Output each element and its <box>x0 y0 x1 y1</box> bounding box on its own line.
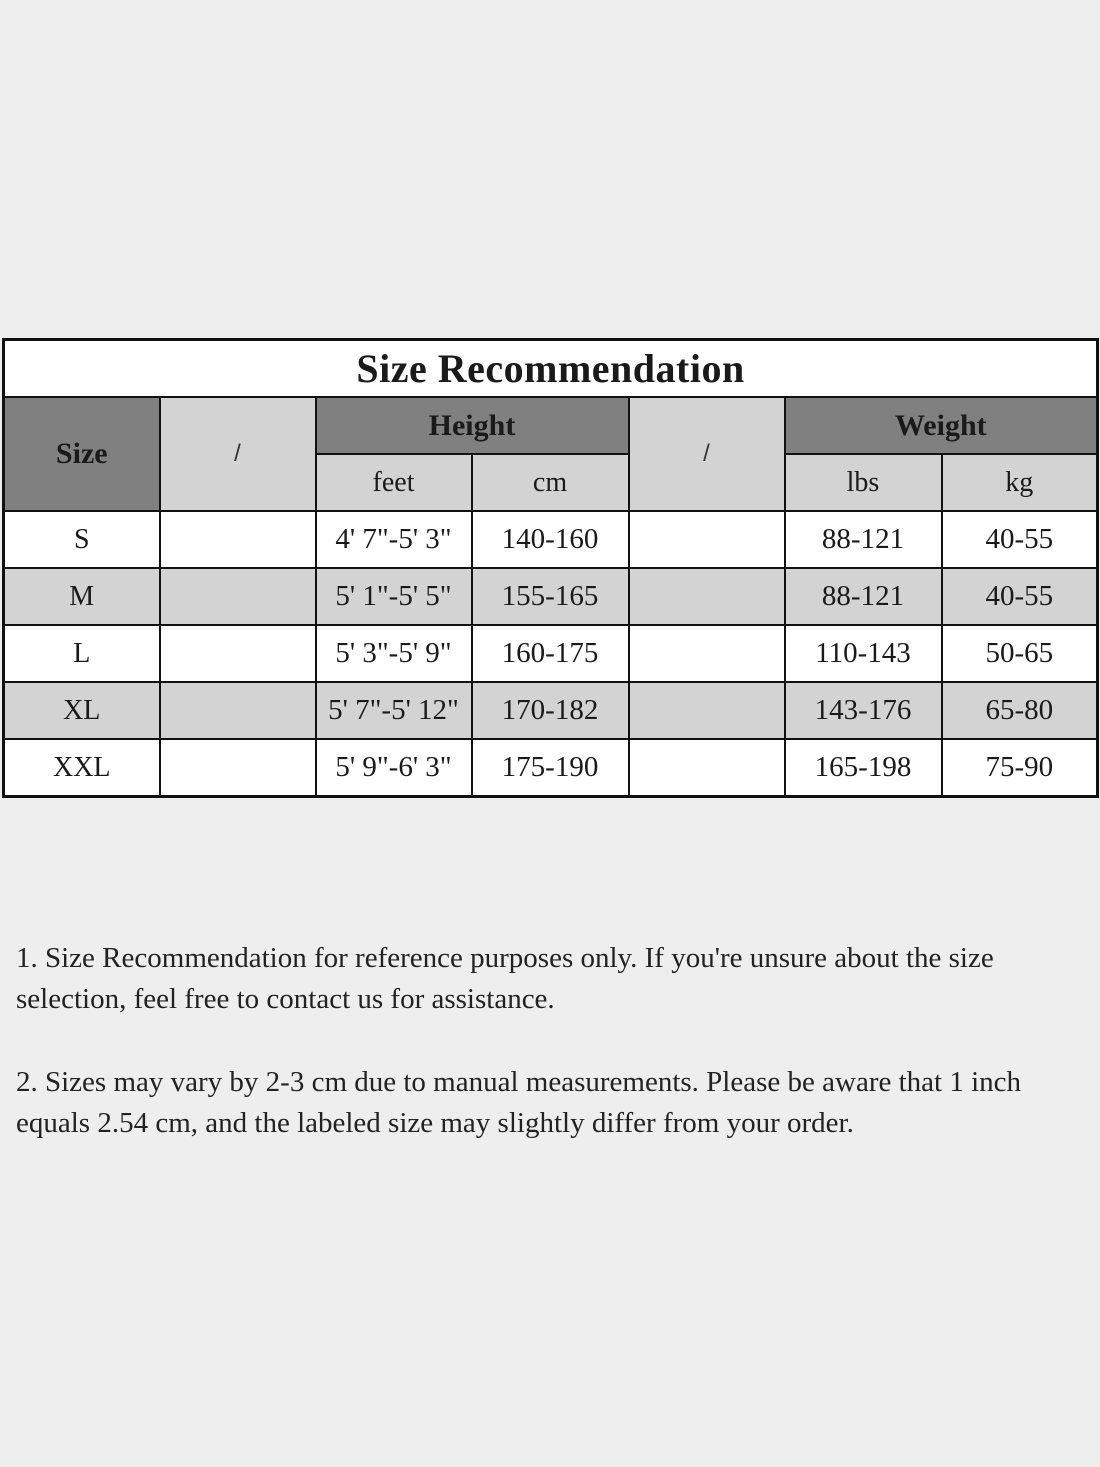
note-1: 1. Size Recommendation for reference purposes only. If you're unsure about the size selection, feel free to contact us for assistance. <box>16 942 994 1015</box>
lbs-cell: 165-198 <box>785 739 942 797</box>
table-row <box>4 739 1098 797</box>
table-row <box>4 511 1098 568</box>
feet-cell: 5' 3"-5' 9" <box>316 625 472 682</box>
kg-cell: 40-55 <box>942 511 1098 568</box>
table-row <box>4 568 1098 625</box>
cm-cell: 160-175 <box>472 625 629 682</box>
lbs-cell: 88-121 <box>785 511 942 568</box>
feet-cell: 5' 1"-5' 5" <box>316 568 472 625</box>
empty-cell <box>629 568 785 625</box>
size-cell: L <box>4 625 160 682</box>
feet-cell: 5' 9"-6' 3" <box>316 739 472 797</box>
kg-cell: 40-55 <box>942 568 1098 625</box>
empty-cell <box>629 511 785 568</box>
kg-cell: 50-65 <box>942 625 1098 682</box>
lbs-cell: 88-121 <box>785 568 942 625</box>
empty-cell <box>629 625 785 682</box>
cm-cell: 170-182 <box>472 682 629 739</box>
empty-cell <box>160 625 316 682</box>
empty-cell <box>160 511 316 568</box>
header-height: Height <box>316 397 629 454</box>
table-row <box>4 625 1098 682</box>
cm-cell: 155-165 <box>472 568 629 625</box>
header-kg: kg <box>942 454 1098 511</box>
header-slash-2: / <box>629 397 785 511</box>
header-slash-1: / <box>160 397 316 511</box>
size-cell: XXL <box>4 739 160 797</box>
table-row <box>4 682 1098 739</box>
cm-cell: 175-190 <box>472 739 629 797</box>
lbs-cell: 110-143 <box>785 625 942 682</box>
cm-cell: 140-160 <box>472 511 629 568</box>
kg-cell: 75-90 <box>942 739 1098 797</box>
lbs-cell: 143-176 <box>785 682 942 739</box>
header-weight: Weight <box>785 397 1098 454</box>
kg-cell: 65-80 <box>942 682 1098 739</box>
header-lbs: lbs <box>785 454 942 511</box>
header-cm: cm <box>472 454 629 511</box>
empty-cell <box>629 682 785 739</box>
table-title: Size Recommendation <box>4 340 1098 398</box>
note-2: 2. Sizes may vary by 2-3 cm due to manual measurements. Please be aware that 1 inch equals 2.54 cm, and the labeled size may slightly differ from your order. <box>16 1066 1022 1139</box>
size-cell: S <box>4 511 160 568</box>
header-size: Size <box>4 397 160 511</box>
empty-cell <box>160 682 316 739</box>
empty-cell <box>160 568 316 625</box>
size-cell: XL <box>4 682 160 739</box>
size-notes <box>16 938 1086 1186</box>
empty-cell <box>629 739 785 797</box>
size-recommendation-table <box>2 338 1099 798</box>
feet-cell: 4' 7"-5' 3" <box>316 511 472 568</box>
empty-cell <box>160 739 316 797</box>
header-feet: feet <box>316 454 472 511</box>
feet-cell: 5' 7"-5' 12" <box>316 682 472 739</box>
size-cell: M <box>4 568 160 625</box>
